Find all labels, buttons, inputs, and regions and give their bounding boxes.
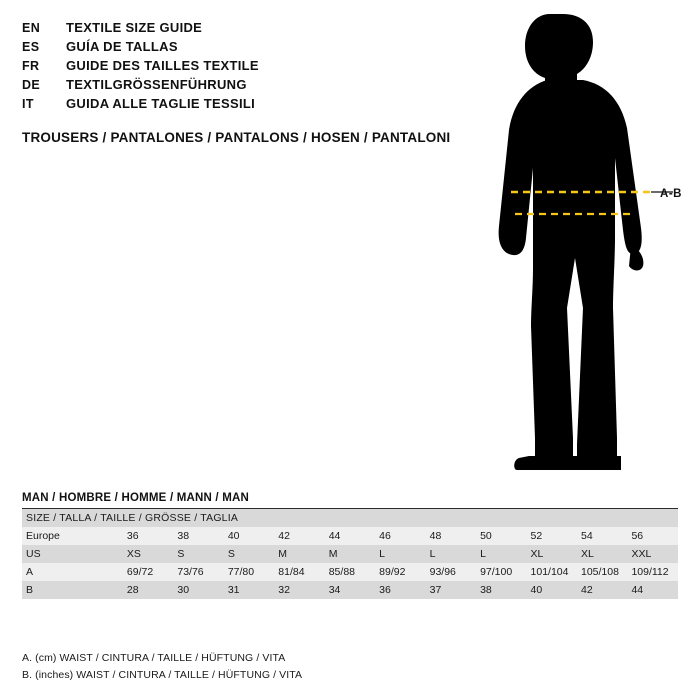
cell: 38 xyxy=(476,581,526,599)
language-title: TEXTILE SIZE GUIDE xyxy=(66,20,203,35)
cell: 89/92 xyxy=(375,563,425,581)
cell: XL xyxy=(577,545,627,563)
language-code: DE xyxy=(22,78,41,92)
cell: 54 xyxy=(577,527,627,545)
table-heading: MAN / HOMBRE / HOMME / MANN / MAN xyxy=(22,492,678,509)
cell: XL xyxy=(527,545,577,563)
measure-label-ab: A-B xyxy=(660,188,682,200)
cell: XS xyxy=(123,545,173,563)
language-title: GUIDE DES TAILLES TEXTILE xyxy=(66,58,259,73)
cell: 36 xyxy=(375,581,425,599)
language-row xyxy=(22,37,462,56)
language-row xyxy=(22,94,462,113)
cell: M xyxy=(325,545,375,563)
cell: 34 xyxy=(325,581,375,599)
language-code: FR xyxy=(22,59,40,73)
cell: L xyxy=(426,545,476,563)
language-title: GUÍA DE TALLAS xyxy=(66,39,178,54)
language-header-block xyxy=(22,18,462,113)
cell: 81/84 xyxy=(274,563,324,581)
language-row xyxy=(22,56,462,75)
cell: 30 xyxy=(173,581,223,599)
cell: 44 xyxy=(325,527,375,545)
cell: 97/100 xyxy=(476,563,526,581)
row-label: US xyxy=(22,545,123,563)
row-label: A xyxy=(22,563,123,581)
measurement-notes xyxy=(22,650,622,684)
cell: 42 xyxy=(577,581,627,599)
note-b: B. (inches) WAIST / CINTURA / TAILLE / HÜFTUNG / VITA xyxy=(22,669,303,681)
cell: 48 xyxy=(426,527,476,545)
cell: S xyxy=(224,545,274,563)
table-row xyxy=(22,581,678,599)
cell: 38 xyxy=(173,527,223,545)
table-row xyxy=(22,527,678,545)
cell: 50 xyxy=(476,527,526,545)
size-table-area xyxy=(22,492,678,599)
cell: M xyxy=(274,545,324,563)
language-row xyxy=(22,75,462,94)
note-a: A. (cm) WAIST / CINTURA / TAILLE / HÜFTUNG / VITA xyxy=(22,652,286,664)
cell: 31 xyxy=(224,581,274,599)
cell: 32 xyxy=(274,581,324,599)
garment-type-title: TROUSERS / PANTALONES / PANTALONS / HOSEN / PANTALONI xyxy=(22,130,451,145)
row-label: B xyxy=(22,581,123,599)
cell: 28 xyxy=(123,581,173,599)
cell: 56 xyxy=(627,527,678,545)
language-title: TEXTILGRÖSSENFÜHRUNG xyxy=(66,77,247,92)
male-silhouette-figure xyxy=(455,8,690,478)
cell: 101/104 xyxy=(527,563,577,581)
cell: 52 xyxy=(527,527,577,545)
cell: 105/108 xyxy=(577,563,627,581)
cell: 40 xyxy=(224,527,274,545)
language-code: IT xyxy=(22,97,34,111)
cell: 73/76 xyxy=(173,563,223,581)
language-title: GUIDA ALLE TAGLIE TESSILI xyxy=(66,96,256,111)
cell: 42 xyxy=(274,527,324,545)
cell: 77/80 xyxy=(224,563,274,581)
cell: 93/96 xyxy=(426,563,476,581)
language-row xyxy=(22,18,462,37)
cell: S xyxy=(173,545,223,563)
cell: 37 xyxy=(426,581,476,599)
row-label: Europe xyxy=(22,527,123,545)
cell: XXL xyxy=(627,545,678,563)
cell: 44 xyxy=(627,581,678,599)
language-code: ES xyxy=(22,40,40,54)
table-subheader-cell: SIZE / TALLA / TAILLE / GRÖSSE / TAGLIA xyxy=(22,509,678,527)
table-row xyxy=(22,563,678,581)
size-table xyxy=(22,509,678,599)
cell: 40 xyxy=(527,581,577,599)
cell: 109/112 xyxy=(627,563,678,581)
cell: 46 xyxy=(375,527,425,545)
cell: 85/88 xyxy=(325,563,375,581)
cell: 69/72 xyxy=(123,563,173,581)
cell: L xyxy=(375,545,425,563)
cell: L xyxy=(476,545,526,563)
cell: 36 xyxy=(123,527,173,545)
table-row xyxy=(22,545,678,563)
language-code: EN xyxy=(22,21,41,35)
table-subheader-row xyxy=(22,509,678,527)
